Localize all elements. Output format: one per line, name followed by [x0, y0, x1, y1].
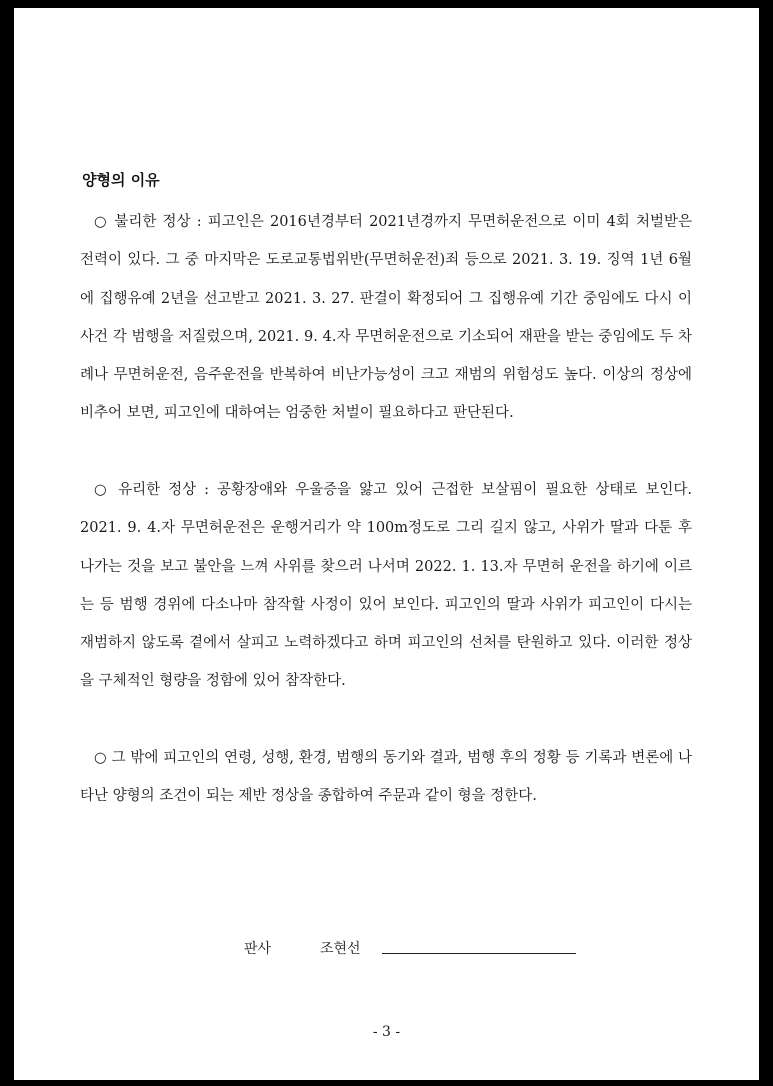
paragraph-favorable-circumstances: [80, 471, 692, 701]
paragraph-text: ○ 불리한 정상 : 피고인은 2016년경부터 2021년경까지 무면허운전으로 이미 4회 처벌받은 전력이 있다. 그 중 마지막은 도로교통법위반(무면허운전)죄 등으로 2021. 3. 19. 징역 1년 6월에 집행유예 2년을 선고받고 2021. 3. 27. 판결이 확정되어 그 집행유예 기간 중임에도 다시 이 사건 각 범행을 저질렀으며, 2021. 9. 4.자 무면허운전으로 기소되어 재판을 받는 중임에도 두 차례나 무면허운전, 음주운전을 반복하여 비난가능성이 크고 재범의 위험성도 높다. 이상의 정상에 비추어 보면, 피고인에 대하여는 엄중한 처벌이 필요하다고 판단된다.: [80, 214, 692, 422]
section-heading: 양형의 이유: [82, 171, 160, 189]
document-page: [14, 8, 759, 1080]
judge-title: 판사: [244, 941, 272, 957]
paragraph-other-circumstances: [80, 739, 692, 816]
judge-name: 조현선: [320, 941, 361, 957]
signature-line: [382, 953, 576, 954]
page-number: - 3 -: [372, 1024, 401, 1040]
paragraph-unfavorable-circumstances: [80, 203, 692, 433]
paragraph-text: ○ 유리한 정상 : 공황장애와 우울증을 앓고 있어 근접한 보살핌이 필요한 상태로 보인다. 2021. 9. 4.자 무면허운전은 운행거리가 약 100m정도로 그리 길지 않고, 사위가 딸과 다툰 후 나가는 것을 보고 불안을 느껴 사위를 찾으러 나서며 2022. 1. 13.자 무면허 운전을 하기에 이르는 등 범행 경위에 다소나마 참작할 사정이 있어 보인다. 피고인의 딸과 사위가 피고인이 다시는 재범하지 않도록 곁에서 살피고 노력하겠다고 하며 피고인의 선처를 탄원하고 있다. 이러한 정상을 구체적인 형량을 정함에 있어 참작한다.: [80, 482, 692, 690]
paragraph-text: ○ 그 밖에 피고인의 연령, 성행, 환경, 범행의 동기와 결과, 범행 후의 정황 등 기록과 변론에 나타난 양형의 조건이 되는 제반 정상을 종합하여 주문과 같이 형을 정한다.: [80, 750, 692, 805]
